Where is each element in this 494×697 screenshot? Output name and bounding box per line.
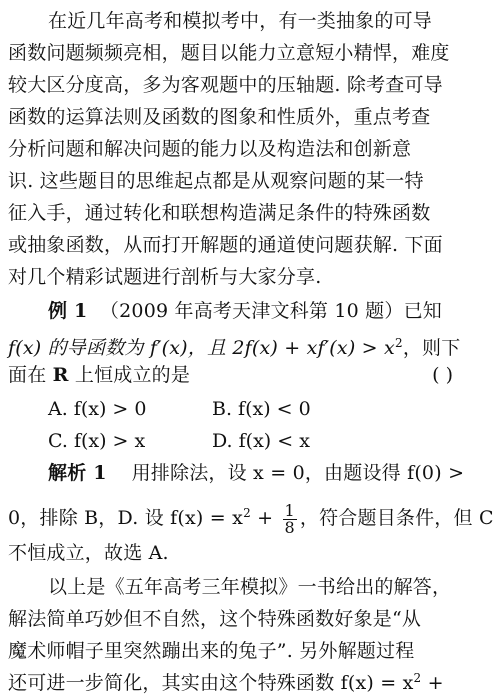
paragraph2-line-3: 魔术师帽子里突然蹦出来的兔子”. 另外解题过程 xyxy=(8,640,415,662)
solution-text-2c: ，符合题目条件，但 C xyxy=(299,507,494,529)
solution-line-3: 不恒成立，故选 A. xyxy=(8,542,169,564)
paragraph1-line-8: 或抽象函数，从而打开解题的通道使问题获解. 下面 xyxy=(8,234,443,256)
example-condition-exponent: 2 xyxy=(394,336,403,350)
paragraph1-line-4: 函数的运算法则及函数的图象和性质外，重点考查 xyxy=(8,106,431,128)
example-condition xyxy=(8,328,461,359)
paragraph1-line-9: 对几个精彩试题进行剖析与大家分享. xyxy=(8,266,322,288)
option-a: A. f(x) > 0 xyxy=(48,398,147,420)
paragraph2-line-2: 解法简单巧妙但不自然，这个特殊函数好象是“从 xyxy=(8,608,422,630)
solution-label: 解析 1 xyxy=(48,462,107,484)
paragraph2-line-4 xyxy=(8,664,453,694)
paragraph1-line-1: 在近几年高考和模拟考中，有一类抽象的可导 xyxy=(48,10,433,32)
last-line-text: 还可进一步简化，其实由这个特殊函数 f(x) = x xyxy=(8,672,414,694)
example-condition-tail: ，则下 xyxy=(402,337,461,359)
option-b: B. f(x) < 0 xyxy=(212,398,311,420)
example-question xyxy=(8,360,453,390)
paragraph1-line-3: 较大区分度高，多为客观题中的压轴题. 除考查可导 xyxy=(8,74,443,96)
option-d: D. f(x) < x xyxy=(212,430,310,452)
paragraph1-line-2: 函数问题频频亮相，题目以能力立意短小精悍，难度 xyxy=(8,42,450,64)
paragraph1-line-5: 分析问题和解决问题的能力以及构造法和创新意 xyxy=(8,138,412,160)
solution-line-1 xyxy=(48,458,465,488)
paragraph1-line-6: 识. 这些题目的思维起点都是从观察问题的某一特 xyxy=(8,170,424,192)
last-line-tail: + xyxy=(421,672,444,694)
real-numbers-symbol: R xyxy=(52,364,69,386)
last-line-exponent: 2 xyxy=(413,671,422,685)
solution-text-2a: 0，排除 B，D. 设 f(x) = x xyxy=(8,507,244,529)
example-condition-text: f(x) 的导函数为 f′(x)，且 2f(x) + xf′(x) > x xyxy=(8,337,395,359)
option-c: C. f(x) > x xyxy=(48,430,146,452)
example-source: （2009 年高考天津文科第 10 题）已知 xyxy=(99,300,442,322)
solution-plus: + xyxy=(250,507,280,529)
example-question-b: 上恒成立的是 xyxy=(68,364,191,386)
example-label: 例 1 xyxy=(48,300,88,322)
fraction-numerator: 1 xyxy=(284,500,295,520)
paragraph1-line-7: 征入手，通过转化和联想构造满足条件的特殊函数 xyxy=(8,202,431,224)
solution-line-2 xyxy=(8,492,494,537)
fraction-denominator: 8 xyxy=(284,517,295,537)
answer-parentheses: ( ) xyxy=(432,364,453,386)
solution-text-1: 用排除法，设 x = 0，由题设得 f(0) > xyxy=(131,462,465,484)
fraction-one-eighth xyxy=(283,500,297,537)
example-question-a: 面在 xyxy=(8,364,53,386)
solution-exponent: 2 xyxy=(243,506,251,520)
example-heading xyxy=(48,296,453,326)
paragraph2-line-1: 以上是《五年高考三年模拟》一书给出的解答， xyxy=(48,576,452,598)
